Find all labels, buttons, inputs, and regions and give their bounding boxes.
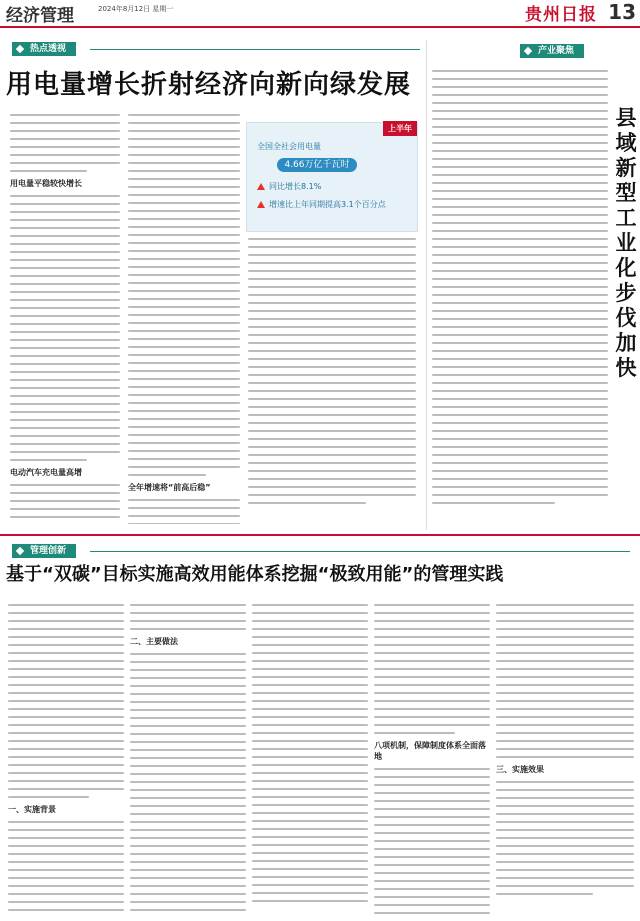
bottom-subhead-4: 三、实施效果 [496, 765, 544, 774]
section-separator [0, 534, 640, 536]
up-arrow-icon [257, 183, 265, 190]
bottom-column-3 [252, 604, 368, 916]
left-subhead-1: 用电量平稳较快增长 [10, 179, 82, 188]
badge-rule-bottom [90, 551, 630, 552]
article-column-3 [248, 238, 416, 524]
article-column-2 [128, 114, 240, 524]
newspaper-logo: 贵州日报 [525, 5, 597, 25]
right-vertical-headline: 县域新型工业化步伐加快 [615, 106, 637, 380]
badge-rule [90, 49, 420, 50]
infographic-value: 4.66万亿千瓦时 [277, 158, 357, 172]
section-title: 经济管理 [6, 6, 74, 26]
bottom-column-1 [8, 604, 124, 916]
bottom-column-5 [496, 604, 634, 916]
article-column-1 [10, 114, 120, 524]
bottom-subhead-3: 八项机制，保障制度体系全面落地 [374, 741, 486, 761]
up-arrow-icon [257, 201, 265, 208]
bottom-subhead-1: 一、实施背景 [8, 805, 56, 814]
masthead [0, 0, 640, 28]
industry-focus-badge: 产业聚焦 [520, 44, 584, 58]
bottom-column-2 [130, 604, 246, 916]
page-number: 13 [608, 0, 636, 24]
bottom-column-4 [374, 604, 490, 916]
left-subhead-2: 电动汽车充电量高增 [10, 468, 82, 477]
top-headline: 用电量增长折射经济向新向绿发展 [6, 70, 412, 100]
infographic-period: 上半年 [383, 121, 417, 136]
electricity-infographic [246, 122, 418, 232]
article-column-right [432, 70, 608, 524]
infographic-growth-note: 增速比上年同期提高3.1个百分点 [269, 200, 386, 209]
infographic-growth: 同比增长8.1% [269, 182, 322, 191]
bottom-headline: 基于“双碳”目标实施高效用能体系挖掘“极致用能”的管理实践 [6, 564, 504, 585]
infographic-label: 全国全社会用电量 [257, 142, 321, 151]
date-line: 2024年8月12日 星期一 [98, 5, 174, 13]
bottom-subhead-2: 二、主要做法 [130, 637, 178, 646]
management-innovation-badge: 管理创新 [12, 544, 76, 558]
hot-topic-badge: 热点透视 [12, 42, 76, 56]
column-divider [426, 40, 427, 530]
mid-subhead: 全年增速将“前高后稳” [128, 483, 211, 492]
